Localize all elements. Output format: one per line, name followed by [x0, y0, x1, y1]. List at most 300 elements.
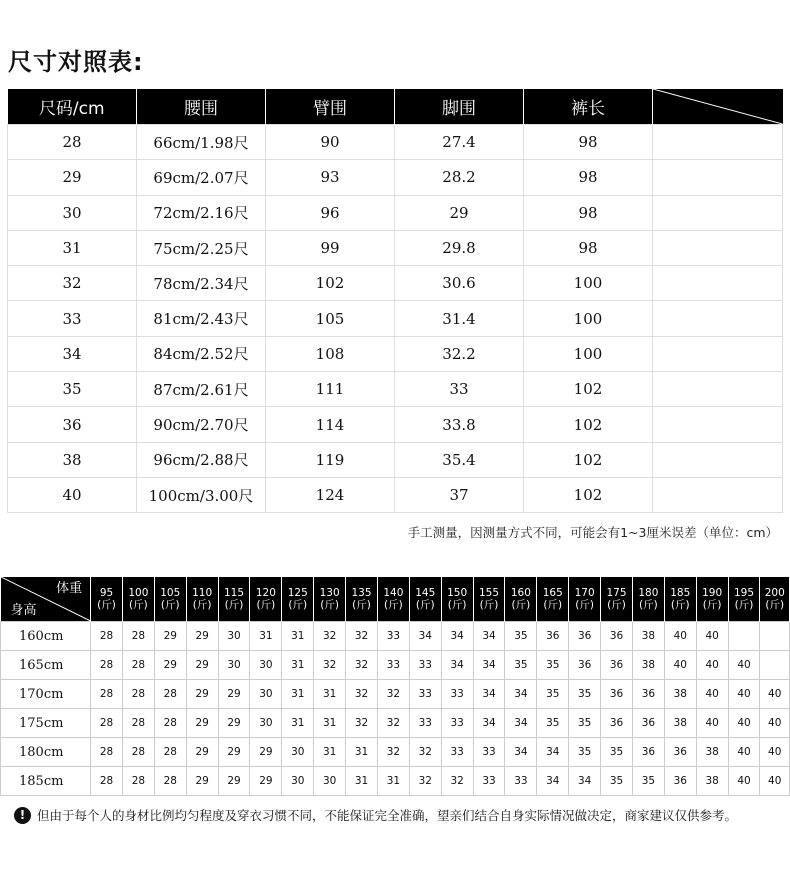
size-chart-cell: 100: [524, 301, 653, 336]
weight-value: 190: [702, 587, 723, 599]
recommended-size-cell: 36: [632, 680, 664, 709]
size-chart-row: [8, 160, 783, 195]
size-chart-row: [8, 372, 783, 407]
weight-value: 145: [415, 587, 436, 599]
size-chart-cell: 32: [8, 266, 137, 301]
size-chart-cell: [653, 407, 783, 442]
size-chart-cell: [653, 125, 783, 160]
recommended-size-cell: 29: [186, 767, 218, 796]
exclamation-circle-icon: !: [14, 807, 31, 824]
recommended-size-cell: 40: [728, 709, 760, 738]
size-chart-cell: 33.8: [395, 407, 524, 442]
recommended-size-cell: 31: [314, 738, 346, 767]
recommended-size-cell: 40: [760, 738, 790, 767]
size-chart-cell: [653, 372, 783, 407]
height-label: 165cm: [1, 651, 91, 680]
recommended-size-cell: 30: [250, 651, 282, 680]
header-size: 尺码/cm: [8, 89, 137, 125]
recommended-size-cell: 31: [346, 767, 378, 796]
weight-header-cell: [632, 577, 664, 622]
recommended-size-cell: 32: [377, 709, 409, 738]
recommended-size-cell: 40: [760, 767, 790, 796]
weight-header-cell: [91, 577, 123, 622]
weight-unit: (斤): [129, 599, 148, 611]
height-label: 170cm: [1, 680, 91, 709]
weight-unit: (斤): [511, 599, 531, 611]
size-chart-cell: 29.8: [395, 230, 524, 265]
size-chart-cell: 98: [524, 160, 653, 195]
size-chart-cell: 102: [524, 372, 653, 407]
recommended-size-cell: 34: [505, 680, 537, 709]
recommended-size-cell: 31: [346, 738, 378, 767]
recommended-size-cell: 35: [569, 709, 601, 738]
size-chart-cell: 37: [395, 477, 524, 512]
size-chart-row: [8, 195, 783, 230]
disclaimer: [14, 806, 737, 824]
recommended-size-cell: 28: [122, 738, 154, 767]
recommended-size-cell: 33: [409, 709, 441, 738]
weight-unit: (斤): [256, 599, 276, 611]
recommended-size-cell: 38: [632, 651, 664, 680]
recommended-size-cell: 35: [632, 767, 664, 796]
recommended-size-cell: 33: [441, 709, 473, 738]
weight-header-cell: [122, 577, 154, 622]
recommended-size-cell: 28: [122, 622, 154, 651]
header-arm: 臂围: [266, 89, 395, 125]
recommended-size-cell: 29: [186, 622, 218, 651]
size-chart-cell: 90cm/2.70尺: [137, 407, 266, 442]
size-chart-cell: 98: [524, 195, 653, 230]
size-chart-cell: 119: [266, 442, 395, 477]
recommended-size-cell: 33: [441, 738, 473, 767]
size-chart-row: [8, 336, 783, 371]
size-chart-cell: 66cm/1.98尺: [137, 125, 266, 160]
recommended-size-cell: 40: [696, 709, 728, 738]
recommended-size-cell: 34: [441, 622, 473, 651]
weight-table-row: [1, 680, 790, 709]
recommended-size-cell: 34: [505, 738, 537, 767]
recommended-size-cell: 28: [91, 680, 123, 709]
recommended-size-cell: 32: [314, 651, 346, 680]
recommended-size-cell: 29: [186, 709, 218, 738]
weight-header-cell: [282, 577, 314, 622]
weight-value: 115: [223, 587, 245, 599]
size-chart-cell: 28.2: [395, 160, 524, 195]
size-chart-cell: 124: [266, 477, 395, 512]
weight-value: 120: [255, 587, 276, 599]
size-chart-cell: 96cm/2.88尺: [137, 442, 266, 477]
recommended-size-cell: [760, 622, 790, 651]
weight-unit: (斤): [479, 599, 499, 611]
size-chart-cell: 102: [524, 477, 653, 512]
recommended-size-cell: 35: [505, 622, 537, 651]
recommended-size-cell: 32: [346, 709, 378, 738]
weight-unit: (斤): [447, 599, 467, 611]
height-label: 185cm: [1, 767, 91, 796]
weight-table-row: [1, 738, 790, 767]
recommended-size-cell: 32: [441, 767, 473, 796]
recommended-size-cell: 29: [218, 738, 250, 767]
weight-header-row: [1, 577, 790, 622]
size-chart-cell: 105: [266, 301, 395, 336]
recommended-size-cell: 36: [632, 709, 664, 738]
weight-unit: (斤): [384, 599, 403, 611]
recommended-size-cell: 40: [728, 738, 760, 767]
size-chart-cell: 32.2: [395, 336, 524, 371]
size-chart-cell: 111: [266, 372, 395, 407]
recommended-size-cell: 28: [91, 709, 123, 738]
recommended-size-cell: 29: [186, 680, 218, 709]
recommended-size-cell: 29: [218, 709, 250, 738]
size-chart-cell: 35: [8, 372, 137, 407]
size-chart-cell: [653, 230, 783, 265]
height-label: 160cm: [1, 622, 91, 651]
recommended-size-cell: 31: [314, 709, 346, 738]
size-chart-cell: 114: [266, 407, 395, 442]
size-chart-cell: 93: [266, 160, 395, 195]
size-chart-cell: 100cm/3.00尺: [137, 477, 266, 512]
recommended-size-cell: 30: [250, 709, 282, 738]
recommended-size-cell: 28: [154, 709, 186, 738]
weight-unit: (斤): [224, 599, 244, 611]
recommended-size-cell: 29: [154, 651, 186, 680]
recommended-size-cell: 34: [569, 767, 601, 796]
weight-header-cell: [346, 577, 378, 622]
weight-table-row: [1, 651, 790, 680]
recommended-size-cell: 28: [154, 767, 186, 796]
weight-value: 160: [510, 587, 531, 599]
recommended-size-cell: 32: [409, 767, 441, 796]
weight-value: 195: [733, 587, 755, 599]
recommended-size-cell: 35: [601, 738, 633, 767]
size-chart-cell: 31.4: [395, 301, 524, 336]
recommended-size-cell: 40: [760, 709, 790, 738]
recommended-size-cell: 32: [346, 651, 378, 680]
size-chart-row: [8, 442, 783, 477]
recommended-size-cell: 40: [728, 680, 760, 709]
size-chart-cell: 29: [395, 195, 524, 230]
size-chart-cell: 98: [524, 230, 653, 265]
recommended-size-cell: 36: [664, 767, 696, 796]
size-chart-cell: 100: [524, 266, 653, 301]
size-chart-row: [8, 266, 783, 301]
weight-value: 155: [478, 587, 500, 599]
recommended-size-cell: 30: [314, 767, 346, 796]
recommended-size-cell: 34: [409, 622, 441, 651]
size-chart-cell: 99: [266, 230, 395, 265]
weight-unit: (斤): [702, 599, 722, 611]
recommended-size-cell: 28: [91, 622, 123, 651]
size-chart-cell: 98: [524, 125, 653, 160]
weight-unit: (斤): [97, 599, 116, 611]
header-length: 裤长: [524, 89, 653, 125]
recommended-size-cell: 31: [377, 767, 409, 796]
weight-value: 150: [447, 587, 468, 599]
weight-table-row: [1, 709, 790, 738]
size-chart-cell: 75cm/2.25尺: [137, 230, 266, 265]
recommended-size-cell: [760, 651, 790, 680]
weight-value: 175: [606, 587, 627, 599]
weight-unit: (斤): [352, 599, 371, 611]
weight-value: 125: [287, 587, 308, 599]
weight-header-cell: [760, 577, 790, 622]
recommended-size-cell: 29: [186, 651, 218, 680]
recommended-size-cell: 28: [91, 767, 123, 796]
recommended-size-cell: 32: [346, 680, 378, 709]
recommended-size-cell: 31: [250, 622, 282, 651]
recommended-size-cell: 35: [601, 767, 633, 796]
diagonal-line: [653, 89, 783, 124]
recommended-size-cell: 36: [569, 651, 601, 680]
recommended-size-cell: 38: [664, 709, 696, 738]
size-chart-cell: 96: [266, 195, 395, 230]
recommended-size-cell: 33: [409, 680, 441, 709]
weight-header-cell: [473, 577, 505, 622]
recommended-size-cell: 32: [377, 680, 409, 709]
weight-value: 170: [574, 587, 595, 599]
size-chart-cell: 40: [8, 477, 137, 512]
recommended-size-cell: 34: [473, 651, 505, 680]
weight-header-cell: [601, 577, 633, 622]
weight-header-cell: [186, 577, 218, 622]
recommended-size-cell: 33: [409, 651, 441, 680]
recommended-size-cell: 35: [537, 680, 569, 709]
recommended-size-cell: 34: [537, 738, 569, 767]
weight-value: 95: [99, 587, 114, 599]
height-label: 175cm: [1, 709, 91, 738]
recommended-size-cell: 40: [696, 680, 728, 709]
weight-header-cell: [314, 577, 346, 622]
size-chart-cell: 36: [8, 407, 137, 442]
weight-header-cell: [409, 577, 441, 622]
size-chart-cell: 84cm/2.52尺: [137, 336, 266, 371]
recommended-size-cell: 31: [282, 622, 314, 651]
weight-header-cell: [569, 577, 601, 622]
height-label: 180cm: [1, 738, 91, 767]
size-chart-row: [8, 125, 783, 160]
weight-unit: (斤): [288, 599, 308, 611]
recommended-size-cell: 29: [250, 767, 282, 796]
recommended-size-cell: 33: [505, 767, 537, 796]
size-chart-cell: [653, 442, 783, 477]
size-chart-cell: 108: [266, 336, 395, 371]
recommended-size-cell: 40: [696, 622, 728, 651]
weight-value: 200: [764, 587, 785, 599]
recommended-size-cell: 33: [441, 680, 473, 709]
recommended-size-cell: 29: [186, 738, 218, 767]
recommended-size-cell: 30: [250, 680, 282, 709]
recommended-size-cell: 40: [664, 651, 696, 680]
recommended-size-cell: 35: [569, 680, 601, 709]
size-chart-cell: 31: [8, 230, 137, 265]
weight-header-cell: [537, 577, 569, 622]
weight-unit: (斤): [575, 599, 594, 611]
recommended-size-cell: 33: [473, 767, 505, 796]
weight-header-cell: [664, 577, 696, 622]
size-chart-cell: [653, 301, 783, 336]
size-chart-cell: [653, 160, 783, 195]
measurement-note: 手工测量，因测量方式不同，可能会有1~3厘米误差（单位：cm）: [407, 525, 778, 540]
size-chart-cell: 27.4: [395, 125, 524, 160]
recommended-size-cell: 29: [154, 622, 186, 651]
recommended-size-cell: 28: [91, 651, 123, 680]
weight-header-cell: [728, 577, 760, 622]
recommended-size-cell: 34: [537, 767, 569, 796]
recommended-size-cell: 34: [473, 709, 505, 738]
weight-unit: (斤): [765, 599, 785, 611]
weight-unit: (斤): [543, 599, 563, 611]
recommended-size-cell: [728, 622, 760, 651]
recommended-size-cell: 38: [632, 622, 664, 651]
size-chart-cell: 30.6: [395, 266, 524, 301]
weight-header-cell: [441, 577, 473, 622]
size-chart-row: [8, 230, 783, 265]
weight-unit: (斤): [639, 599, 658, 611]
recommended-size-cell: 31: [282, 709, 314, 738]
recommended-size-cell: 38: [664, 680, 696, 709]
size-chart-header-row: [8, 89, 783, 125]
size-chart-cell: 81cm/2.43尺: [137, 301, 266, 336]
size-chart-cell: 90: [266, 125, 395, 160]
size-chart-row: [8, 301, 783, 336]
recommended-size-cell: 36: [601, 709, 633, 738]
recommended-size-cell: 31: [282, 680, 314, 709]
recommended-size-cell: 34: [473, 622, 505, 651]
recommended-size-cell: 33: [473, 738, 505, 767]
recommended-size-cell: 32: [314, 622, 346, 651]
weight-header-cell: [154, 577, 186, 622]
recommended-size-cell: 35: [505, 651, 537, 680]
size-chart-cell: 102: [266, 266, 395, 301]
size-chart-cell: 38: [8, 442, 137, 477]
weight-value: 180: [638, 587, 659, 599]
size-chart-cell: 72cm/2.16尺: [137, 195, 266, 230]
recommended-size-cell: 28: [122, 680, 154, 709]
size-chart-cell: 30: [8, 195, 137, 230]
size-chart-cell: 69cm/2.07尺: [137, 160, 266, 195]
recommended-size-cell: 28: [154, 738, 186, 767]
size-chart-cell: 102: [524, 442, 653, 477]
size-chart-cell: 87cm/2.61尺: [137, 372, 266, 407]
recommended-size-cell: 34: [473, 680, 505, 709]
weight-value: 110: [192, 587, 213, 599]
recommended-size-cell: 35: [569, 738, 601, 767]
weight-unit: (斤): [192, 599, 212, 611]
recommended-size-cell: 32: [377, 738, 409, 767]
recommended-size-cell: 32: [346, 622, 378, 651]
recommended-size-cell: 33: [377, 622, 409, 651]
recommended-size-cell: 33: [377, 651, 409, 680]
weight-unit: (斤): [670, 599, 690, 611]
recommended-size-cell: 40: [664, 622, 696, 651]
recommended-size-cell: 36: [601, 622, 633, 651]
corner-cell: [1, 577, 91, 622]
size-chart-row: [8, 407, 783, 442]
recommended-size-cell: 28: [122, 651, 154, 680]
recommended-size-cell: 30: [218, 622, 250, 651]
weight-value: 185: [670, 587, 691, 599]
size-chart-cell: 102: [524, 407, 653, 442]
weight-header-cell: [218, 577, 250, 622]
weight-unit: (斤): [320, 599, 339, 611]
weight-value: 105: [160, 587, 181, 599]
weight-unit: (斤): [160, 599, 180, 611]
weight-value: 100: [128, 587, 149, 599]
recommended-size-cell: 36: [601, 680, 633, 709]
size-chart-cell: [653, 336, 783, 371]
size-chart-cell: [653, 477, 783, 512]
recommended-size-cell: 36: [664, 738, 696, 767]
weight-header-cell: [505, 577, 537, 622]
recommended-size-cell: 36: [632, 738, 664, 767]
weight-height-table: [0, 577, 790, 796]
size-chart-cell: 34: [8, 336, 137, 371]
weight-value: 135: [351, 587, 372, 599]
recommended-size-cell: 40: [728, 651, 760, 680]
size-chart-cell: 33: [8, 301, 137, 336]
recommended-size-cell: 31: [314, 680, 346, 709]
recommended-size-cell: 29: [218, 680, 250, 709]
recommended-size-cell: 28: [122, 767, 154, 796]
weight-unit: (斤): [415, 599, 435, 611]
weight-header-cell: [377, 577, 409, 622]
recommended-size-cell: 30: [282, 738, 314, 767]
size-chart-cell: 28: [8, 125, 137, 160]
recommended-size-cell: 28: [154, 680, 186, 709]
size-chart-cell: 29: [8, 160, 137, 195]
weight-header-cell: [250, 577, 282, 622]
recommended-size-cell: 32: [409, 738, 441, 767]
size-chart-row: [8, 477, 783, 512]
size-chart-cell: 78cm/2.34尺: [137, 266, 266, 301]
size-chart-cell: [653, 266, 783, 301]
recommended-size-cell: 30: [282, 767, 314, 796]
header-diagonal-cell: [653, 89, 783, 125]
recommended-size-cell: 34: [441, 651, 473, 680]
size-chart-table: [7, 89, 783, 513]
disclaimer-text: 但由于每个人的身材比例均匀程度及穿衣习惯不同，不能保证完全准确，望亲们结合自身实际情况做决定，商家建议仅供参考。: [37, 808, 738, 823]
recommended-size-cell: 29: [218, 767, 250, 796]
recommended-size-cell: 36: [601, 651, 633, 680]
weight-value: 140: [383, 587, 404, 599]
size-chart-cell: [653, 195, 783, 230]
recommended-size-cell: 28: [122, 709, 154, 738]
recommended-size-cell: 40: [728, 767, 760, 796]
recommended-size-cell: 34: [505, 709, 537, 738]
size-chart-cell: 33: [395, 372, 524, 407]
recommended-size-cell: 38: [696, 767, 728, 796]
recommended-size-cell: 40: [760, 680, 790, 709]
recommended-size-cell: 29: [250, 738, 282, 767]
weight-table-row: [1, 767, 790, 796]
recommended-size-cell: 40: [696, 651, 728, 680]
size-chart-cell: 35.4: [395, 442, 524, 477]
header-waist: 腰围: [137, 89, 266, 125]
weight-value: 130: [319, 587, 340, 599]
size-chart-cell: 100: [524, 336, 653, 371]
page-title: 尺寸对照表:: [8, 48, 144, 76]
weight-unit: (斤): [607, 599, 626, 611]
weight-value: 165: [542, 587, 563, 599]
weight-header-cell: [696, 577, 728, 622]
header-foot: 脚围: [395, 89, 524, 125]
corner-height-label: 身高: [10, 603, 37, 618]
recommended-size-cell: 36: [569, 622, 601, 651]
recommended-size-cell: 36: [537, 622, 569, 651]
recommended-size-cell: 31: [282, 651, 314, 680]
recommended-size-cell: 35: [537, 709, 569, 738]
weight-unit: (斤): [734, 599, 754, 611]
